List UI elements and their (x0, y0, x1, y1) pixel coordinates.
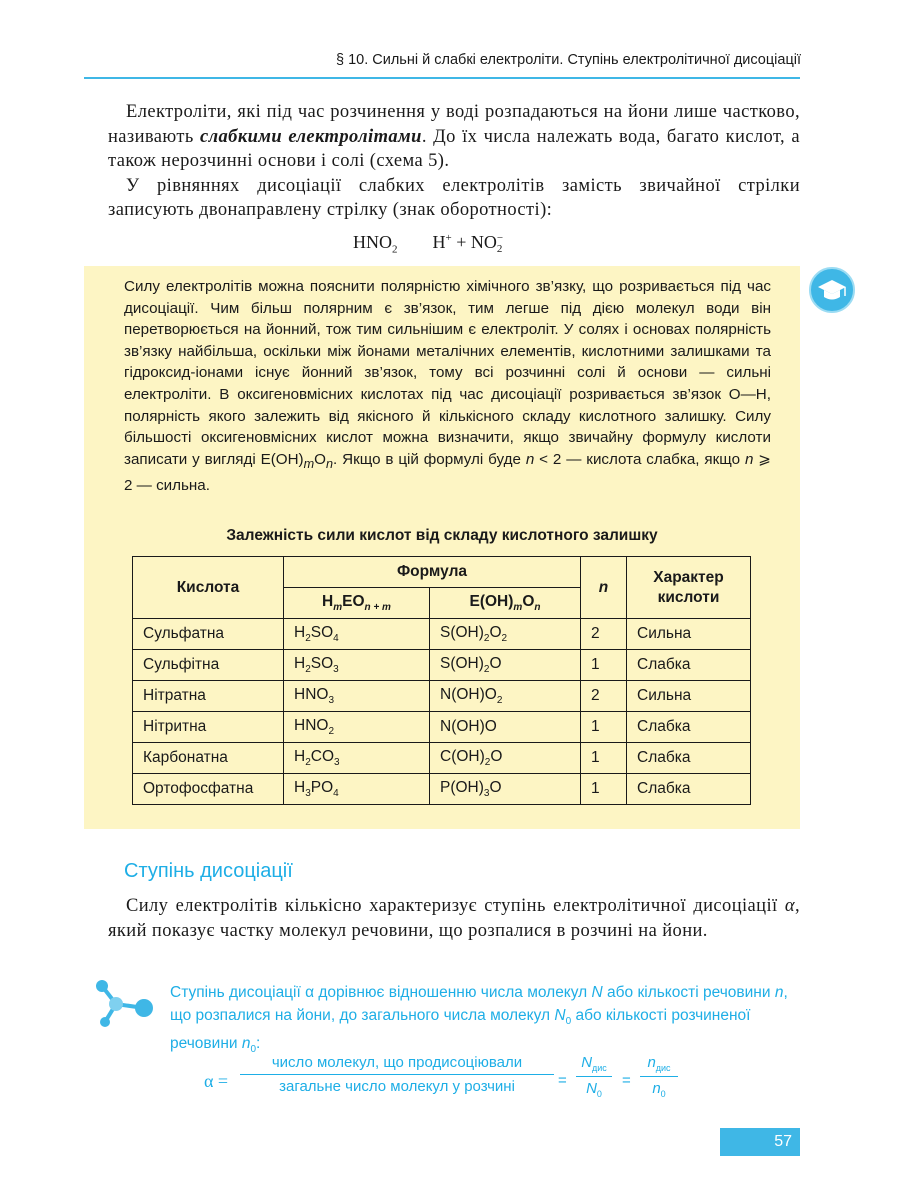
header-acid: Кислота (133, 557, 284, 619)
cell-formula-2: $P(OH)_3O$ (430, 774, 581, 805)
fraction-N: $N_{дис}$ $N_0$ (576, 1054, 612, 1099)
cell-formula-1: $H_2SO_3$ (284, 650, 430, 681)
cell-formula-1: $H_2SO_4$ (284, 619, 430, 650)
cell-n: 1 (581, 743, 627, 774)
cell-character: Сильна (627, 619, 751, 650)
cell-character: Слабка (627, 650, 751, 681)
section-paragraph: Силу електролітів кількісно характеризує ступінь електролітичної дисоціації α, який показує частку молекул речовини, що розпалися в розчині на йони. (108, 896, 800, 941)
table-row (133, 712, 751, 743)
header-formula-2: $E(OH)_mO_n$ (430, 588, 581, 619)
cell-n: 2 (581, 681, 627, 712)
table-row (133, 743, 751, 774)
cell-n: 1 (581, 774, 627, 805)
graduation-cap-icon (809, 267, 855, 313)
info-box-text: Силу електролітів можна пояснити полярністю хімічного зв’язку, що розривається під час дисоціації. Чим більш полярним є зв’язок, тим легше під дією молекул води він перетворюється на йонний, тож тим сильнішим є електроліт. У солях і основах полярність зв’язку найбільша, оскільки між йонами металічних елементів, кислотними залишками та гідроксид-іонами існує йонний зв’язок, тому всі розчинні солі й основи — сильні електроліти. В оксигеновмісних кислотах під час дисоціації розривається зв’язок О—Н, полярність якого залежить від якісного й кількісного складу кислотного залишку. Силу більшості оксигеновмісних кислот можна визначити, якщо звичайну формулу кислоти записати у вигляді $Е(ОН)_mО_n$. Якщо в цій формулі буде n < 2 — кислота слабка, якщо n ⩾ 2 — сильна. (124, 278, 771, 495)
cell-acid: Сульфатна (133, 619, 284, 650)
intro-paragraph-1: Електроліти, які під час розчинення у воді розпадаються на йони лише частково, називають слабкими електролітами. До їх числа належать вода, багато кислот, а також нерозчинні основи і солі (схема 5). (108, 102, 800, 171)
running-header: § 10. Сильні й слабкі електроліти. Ступінь електролітичної дисоціації (335, 52, 801, 68)
section-text (108, 894, 800, 943)
table-row (133, 619, 751, 650)
cell-n: 1 (581, 650, 627, 681)
cell-character: Слабка (627, 774, 751, 805)
table-row (133, 681, 751, 712)
cell-formula-1: $H_3PO_4$ (284, 774, 430, 805)
cell-formula-2: $S(OH)_2O_2$ (430, 619, 581, 650)
dissociation-equation: $HNO_2$ H+ + NO − 2 (353, 231, 504, 256)
table-row (133, 774, 751, 805)
definition-text: Ступінь дисоціації α дорівнює відношенню числа молекул N або кількості речовини n, що розпалися на йони, до загального числа молекул $N_0$ або кількості розчиненої речовини $n_0$: (170, 984, 788, 1056)
cell-formula-1: $H_2CO_3$ (284, 743, 430, 774)
header-formula: Формула (284, 557, 581, 588)
header-character: Характер кислоти (627, 557, 751, 619)
cell-formula-2: N(OH)O (430, 712, 581, 743)
section-heading: Ступінь дисоціації (124, 860, 293, 882)
cell-formula-2: $S(OH)_2O$ (430, 650, 581, 681)
cell-character: Сильна (627, 681, 751, 712)
alpha-equals: α = (204, 1071, 229, 1091)
cell-acid: Сульфітна (133, 650, 284, 681)
cell-formula-2: $N(OH)O_2$ (430, 681, 581, 712)
term-weak-electrolytes: слабкими електролітами (200, 126, 422, 147)
header-n: n (581, 557, 627, 619)
cell-character: Слабка (627, 712, 751, 743)
acid-strength-table (132, 556, 751, 805)
cell-n: 2 (581, 619, 627, 650)
fraction-words: число молекул, що продисоціювали загальне число молекул у розчині (240, 1054, 554, 1095)
cell-formula-1: $HNO_3$ (284, 681, 430, 712)
table-row (133, 650, 751, 681)
header-formula-1: $H_mEO_{n + m}$ (284, 588, 430, 619)
cell-acid: Ортофосфатна (133, 774, 284, 805)
cell-acid: Нітратна (133, 681, 284, 712)
cell-acid: Карбонатна (133, 743, 284, 774)
intro-text (108, 100, 800, 223)
alpha-formula: α = число молекул, що продисоціювали загальне число молекул у розчині = $N_{дис}$ $N_0$ = $n_{дис}$ $n_0$ (204, 1054, 684, 1110)
cell-acid: Нітритна (133, 712, 284, 743)
page-number: 57 (720, 1128, 800, 1156)
molecule-icon (92, 978, 156, 1030)
table-title: Залежність сили кислот від складу кислотного залишку (226, 527, 658, 544)
intro-paragraph-2: У рівняннях дисоціації слабких електролітів замість звичайної стрілки записують двонаправлену стрілку (знак оборотності): (108, 175, 800, 220)
cell-formula-2: $C(OH)_2O$ (430, 743, 581, 774)
cell-character: Слабка (627, 743, 751, 774)
header-rule (84, 77, 800, 79)
fraction-n: $n_{дис}$ $n_0$ (640, 1054, 678, 1099)
cell-n: 1 (581, 712, 627, 743)
cell-formula-1: $HNO_2$ (284, 712, 430, 743)
